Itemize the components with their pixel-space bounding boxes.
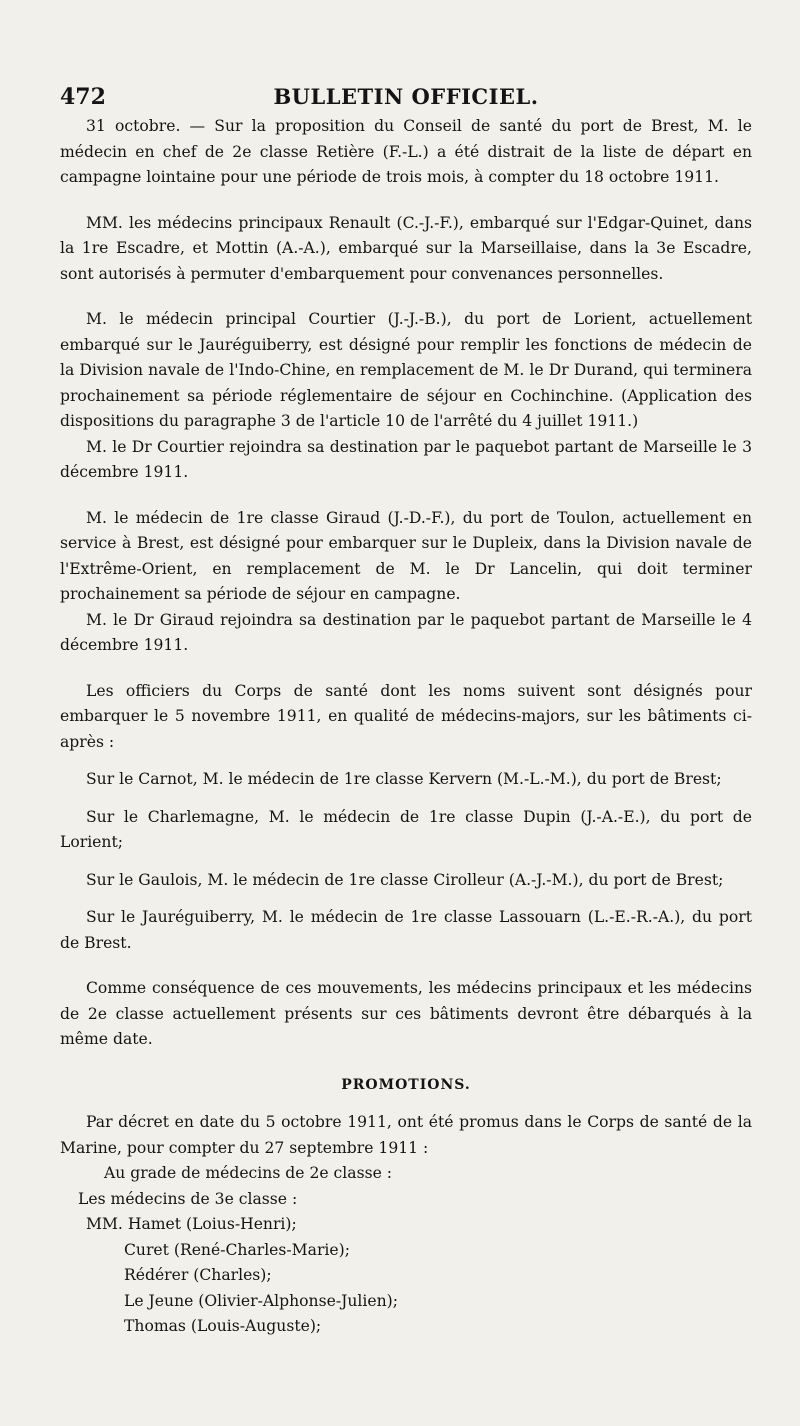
- promotions-heading: PROMOTIONS.: [341, 1076, 471, 1093]
- list-item: Thomas (Louis-Auguste);: [124, 1317, 322, 1335]
- promoted-names-list: [60, 1212, 752, 1340]
- promotions-intro: Par décret en date du 5 octobre 1911, ont été promus dans le Corps de santé de la Marine, pour compter du 27 septembre 1911 :: [60, 1113, 752, 1157]
- paragraph-consequence: Comme conséquence de ces mouvements, les médecins principaux et les médecins de 2e classe actuellement présents sur ces bâtiments devront être débarqués à la même date.: [60, 979, 752, 1048]
- paragraph-embarkation-intro: Les officiers du Corps de santé dont les noms suivent sont désignés pour embarquer le 5 novembre 1911, en qualité de médecins-majors, sur les bâtiments ci-après :: [60, 681, 752, 751]
- paragraph-renault-mottin: MM. les médecins principaux Renault (C.-J.-F.), embarqué sur l'Edgar-Quinet, dans la 1re Escadre, et Mottin (A.-A.), embarqué sur la Marseillaise, dans la 3e Escadre, sont autorisés à permuter d'embarquement pour convenances personnelles.: [60, 213, 752, 283]
- paragraph-giraud: M. le médecin de 1re classe Giraud (J.-D.-F.), du port de Toulon, actuellement en service à Brest, est désigné pour embarquer sur le Dupleix, dans la Division navale de l'Extrême-Orient, en remplacement de M. le Dr Lancelin, qui doit terminer prochainement sa période de séjour en campagne.: [60, 508, 752, 603]
- paragraph-retiere: 31 octobre. — Sur la proposition du Conseil de santé du port de Brest, M. le médecin en chef de 2e classe Retière (F.-L.) a été distrait de la liste de départ en campagne lointaine pour une période de trois mois, à compter du 18 octobre 1911.: [60, 117, 752, 186]
- promotions-from-line: Les médecins de 3e classe :: [78, 1189, 298, 1208]
- paragraph-giraud-departure: M. le Dr Giraud rejoindra sa destination par le paquebot partant de Marseille le 4 décembre 1911.: [60, 610, 752, 654]
- list-item: Rédérer (Charles);: [124, 1266, 272, 1284]
- paragraph-courtier-departure: M. le Dr Courtier rejoindra sa destination par le paquebot partant de Marseille le 3 décembre 1911.: [60, 437, 752, 481]
- paragraph-charlemagne: Sur le Charlemagne, M. le médecin de 1re classe Dupin (J.-A.-E.), du port de Lorient;: [60, 807, 752, 851]
- document-body: [60, 114, 752, 1340]
- paragraph-gaulois: Sur le Gaulois, M. le médecin de 1re classe Cirolleur (A.-J.-M.), du port de Brest;: [86, 870, 724, 889]
- page-number: 472: [60, 84, 106, 110]
- running-header: [60, 78, 752, 114]
- paragraph-carnot: Sur le Carnot, M. le médecin de 1re classe Kervern (M.-L.-M.), du port de Brest;: [86, 770, 722, 788]
- running-title: BULLETIN OFFICIEL.: [273, 84, 539, 109]
- promotions-grade-line: Au grade de médecins de 2e classe :: [104, 1164, 393, 1182]
- list-item: Curet (René-Charles-Marie);: [124, 1240, 350, 1259]
- paragraph-jaureguiberry: Sur le Jauréguiberry, M. le médecin de 1re classe Lassouarn (L.-E.-R.-A.), du port de Brest.: [60, 908, 752, 952]
- paragraph-courtier: M. le médecin principal Courtier (J.-J.-B.), du port de Lorient, actuellement embarqué sur le Jauréguiberry, est désigné pour remplir les fonctions de médecin de la Division navale de l'Indo-Chine, en remplacement de M. le Dr Durand, qui terminera prochainement sa période réglementaire de séjour en Cochinchine. (Application des dispositions du paragraphe 3 de l'article 10 de l'arrêté du 4 juillet 1911.): [60, 310, 752, 430]
- list-item: Le Jeune (Olivier-Alphonse-Julien);: [124, 1291, 398, 1310]
- list-item: MM. Hamet (Loius-Henri);: [86, 1215, 297, 1233]
